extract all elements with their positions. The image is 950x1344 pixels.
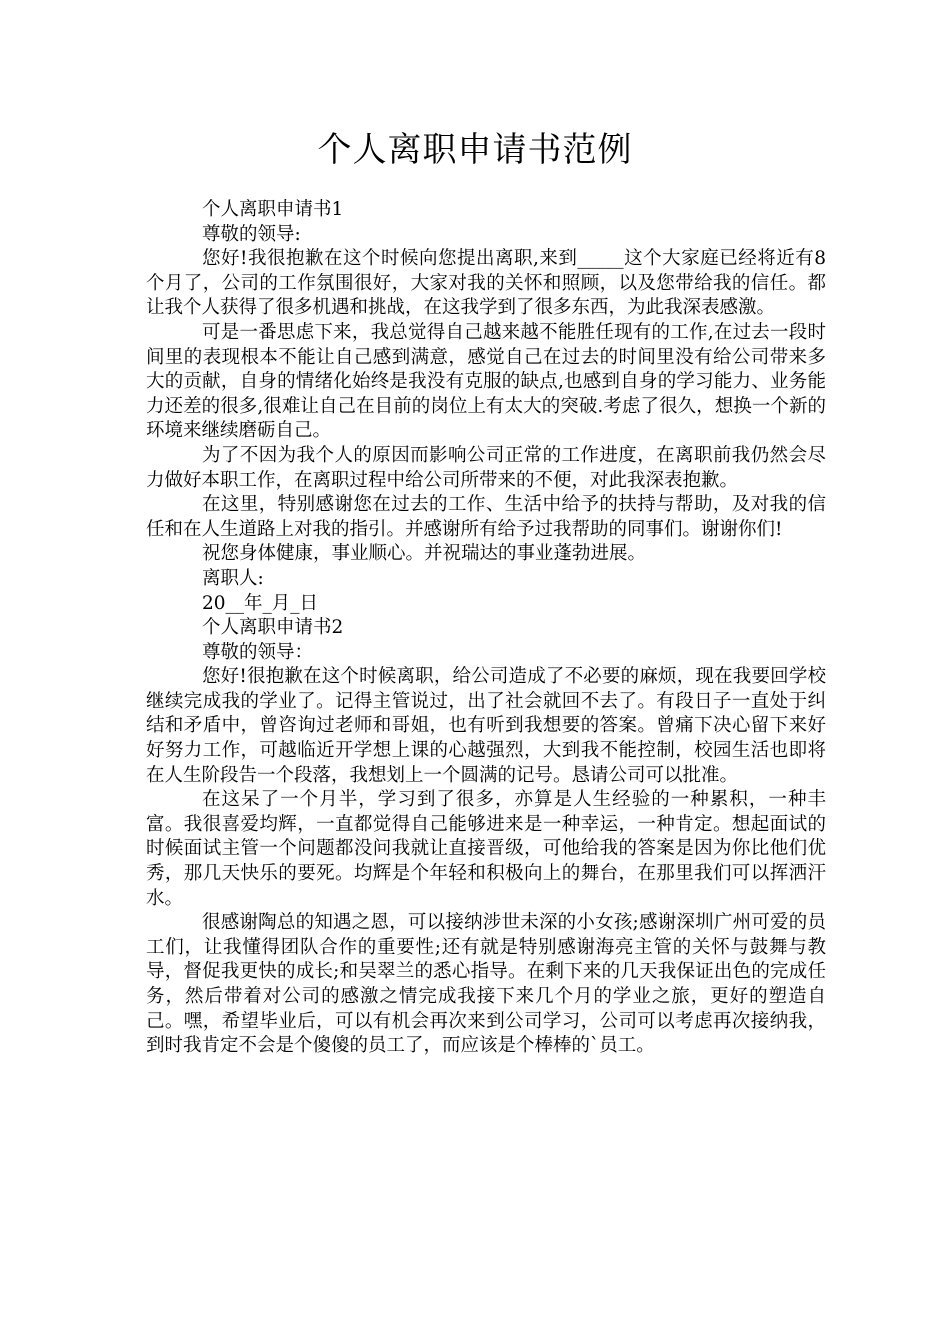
date-line: 20__年_月_日 <box>202 592 319 614</box>
body-paragraph: 可是一番思虑下来，我总觉得自己越来越不能胜任现有的工作,在过去一段时间里的表现根本不能让自己感到满意，感觉自己在过去的时间里没有给公司带来多大的贡献，自身的情绪化始终是我没有克服的缺点,也感到自身的学习能力、业务能力还差的很多,很难让自己在目前的岗位上有太大的突破.考虑了很久，想换一个新的环境来继续磨砺自己。 <box>146 321 826 442</box>
signature-label: 离职人: <box>202 567 264 589</box>
document-body <box>146 198 826 1059</box>
letter-heading-1: 个人离职申请书1 <box>202 199 344 220</box>
document-title: 个人离职申请书范例 <box>317 130 633 170</box>
closing-wish: 祝您身体健康，事业顺心。并祝瑞达的事业蓬勃进展。 <box>202 543 647 565</box>
body-paragraph: 在这呆了一个月半，学习到了很多，亦算是人生经验的一种累积，一种丰富。我很喜爱均辉，一直都觉得自己能够进来是一种幸运，一种肯定。想起面试的时候面试主管一个问题都没问我就让直接晋级，可他给我的答案是因为你比他们优秀，那几天快乐的要死。均辉是个年轻和积极向上的舞台，在那里我们可以挥洒汗水。 <box>146 789 826 909</box>
body-paragraph: 在这里，特别感谢您在过去的工作、生活中给予的扶持与帮助，及对我的信任和在人生道路上对我的指引。并感谢所有给予过我帮助的同事们。谢谢你们! <box>146 494 826 540</box>
body-paragraph: 很感谢陶总的知遇之恩，可以接纳涉世未深的小女孩;感谢深圳广州可爱的员工们，让我懂得团队合作的重要性;还有就是特别感谢海亮主管的关怀与鼓舞与教导，督促我更快的成长;和吴翠兰的悉心指导。在剩下来的几天我保证出色的完成任务，然后带着对公司的感激之情完成我接下来几个月的学业之旅，更好的塑造自己。嘿，希望毕业后，可以有机会再次来到公司学习，公司可以考虑再次接纳我，到时我肯定不会是个傻傻的员工了，而应该是个棒棒的`员工。 <box>146 912 826 1057</box>
salutation-1: 尊敬的领导: <box>202 223 301 245</box>
body-paragraph: 您好!我很抱歉在这个时候向您提出离职,来到_____这个大家庭已经将近有8个月了，公司的工作氛围很好，大家对我的关怀和照顾，以及您带给我的信任。都让我个人获得了很多机遇和挑战，在这我学到了很多东西，为此我深表感激。 <box>146 248 826 319</box>
body-paragraph: 您好!很抱歉在这个时候离职，给公司造成了不必要的麻烦，现在我要回学校继续完成我的学业了。记得主管说过，出了社会就回不去了。有段日子一直处于纠结和矛盾中，曾咨询过老师和哥姐，也有听到我想要的答案。曾痛下决心留下来好好努力工作，可越临近开学想上课的心越强烈，大到我不能控制，校园生活也即将在人生阶段告一个段落，我想划上一个圆满的记号。恳请公司可以批准。 <box>146 666 826 786</box>
body-paragraph: 为了不因为我个人的原因而影响公司正常的工作进度，在离职前我仍然会尽力做好本职工作，在离职过程中给公司所带来的不便，对此我深表抱歉。 <box>146 444 826 491</box>
letter-heading-2: 个人离职申请书2 <box>202 617 344 639</box>
salutation-2: 尊敬的领导： <box>202 641 314 663</box>
